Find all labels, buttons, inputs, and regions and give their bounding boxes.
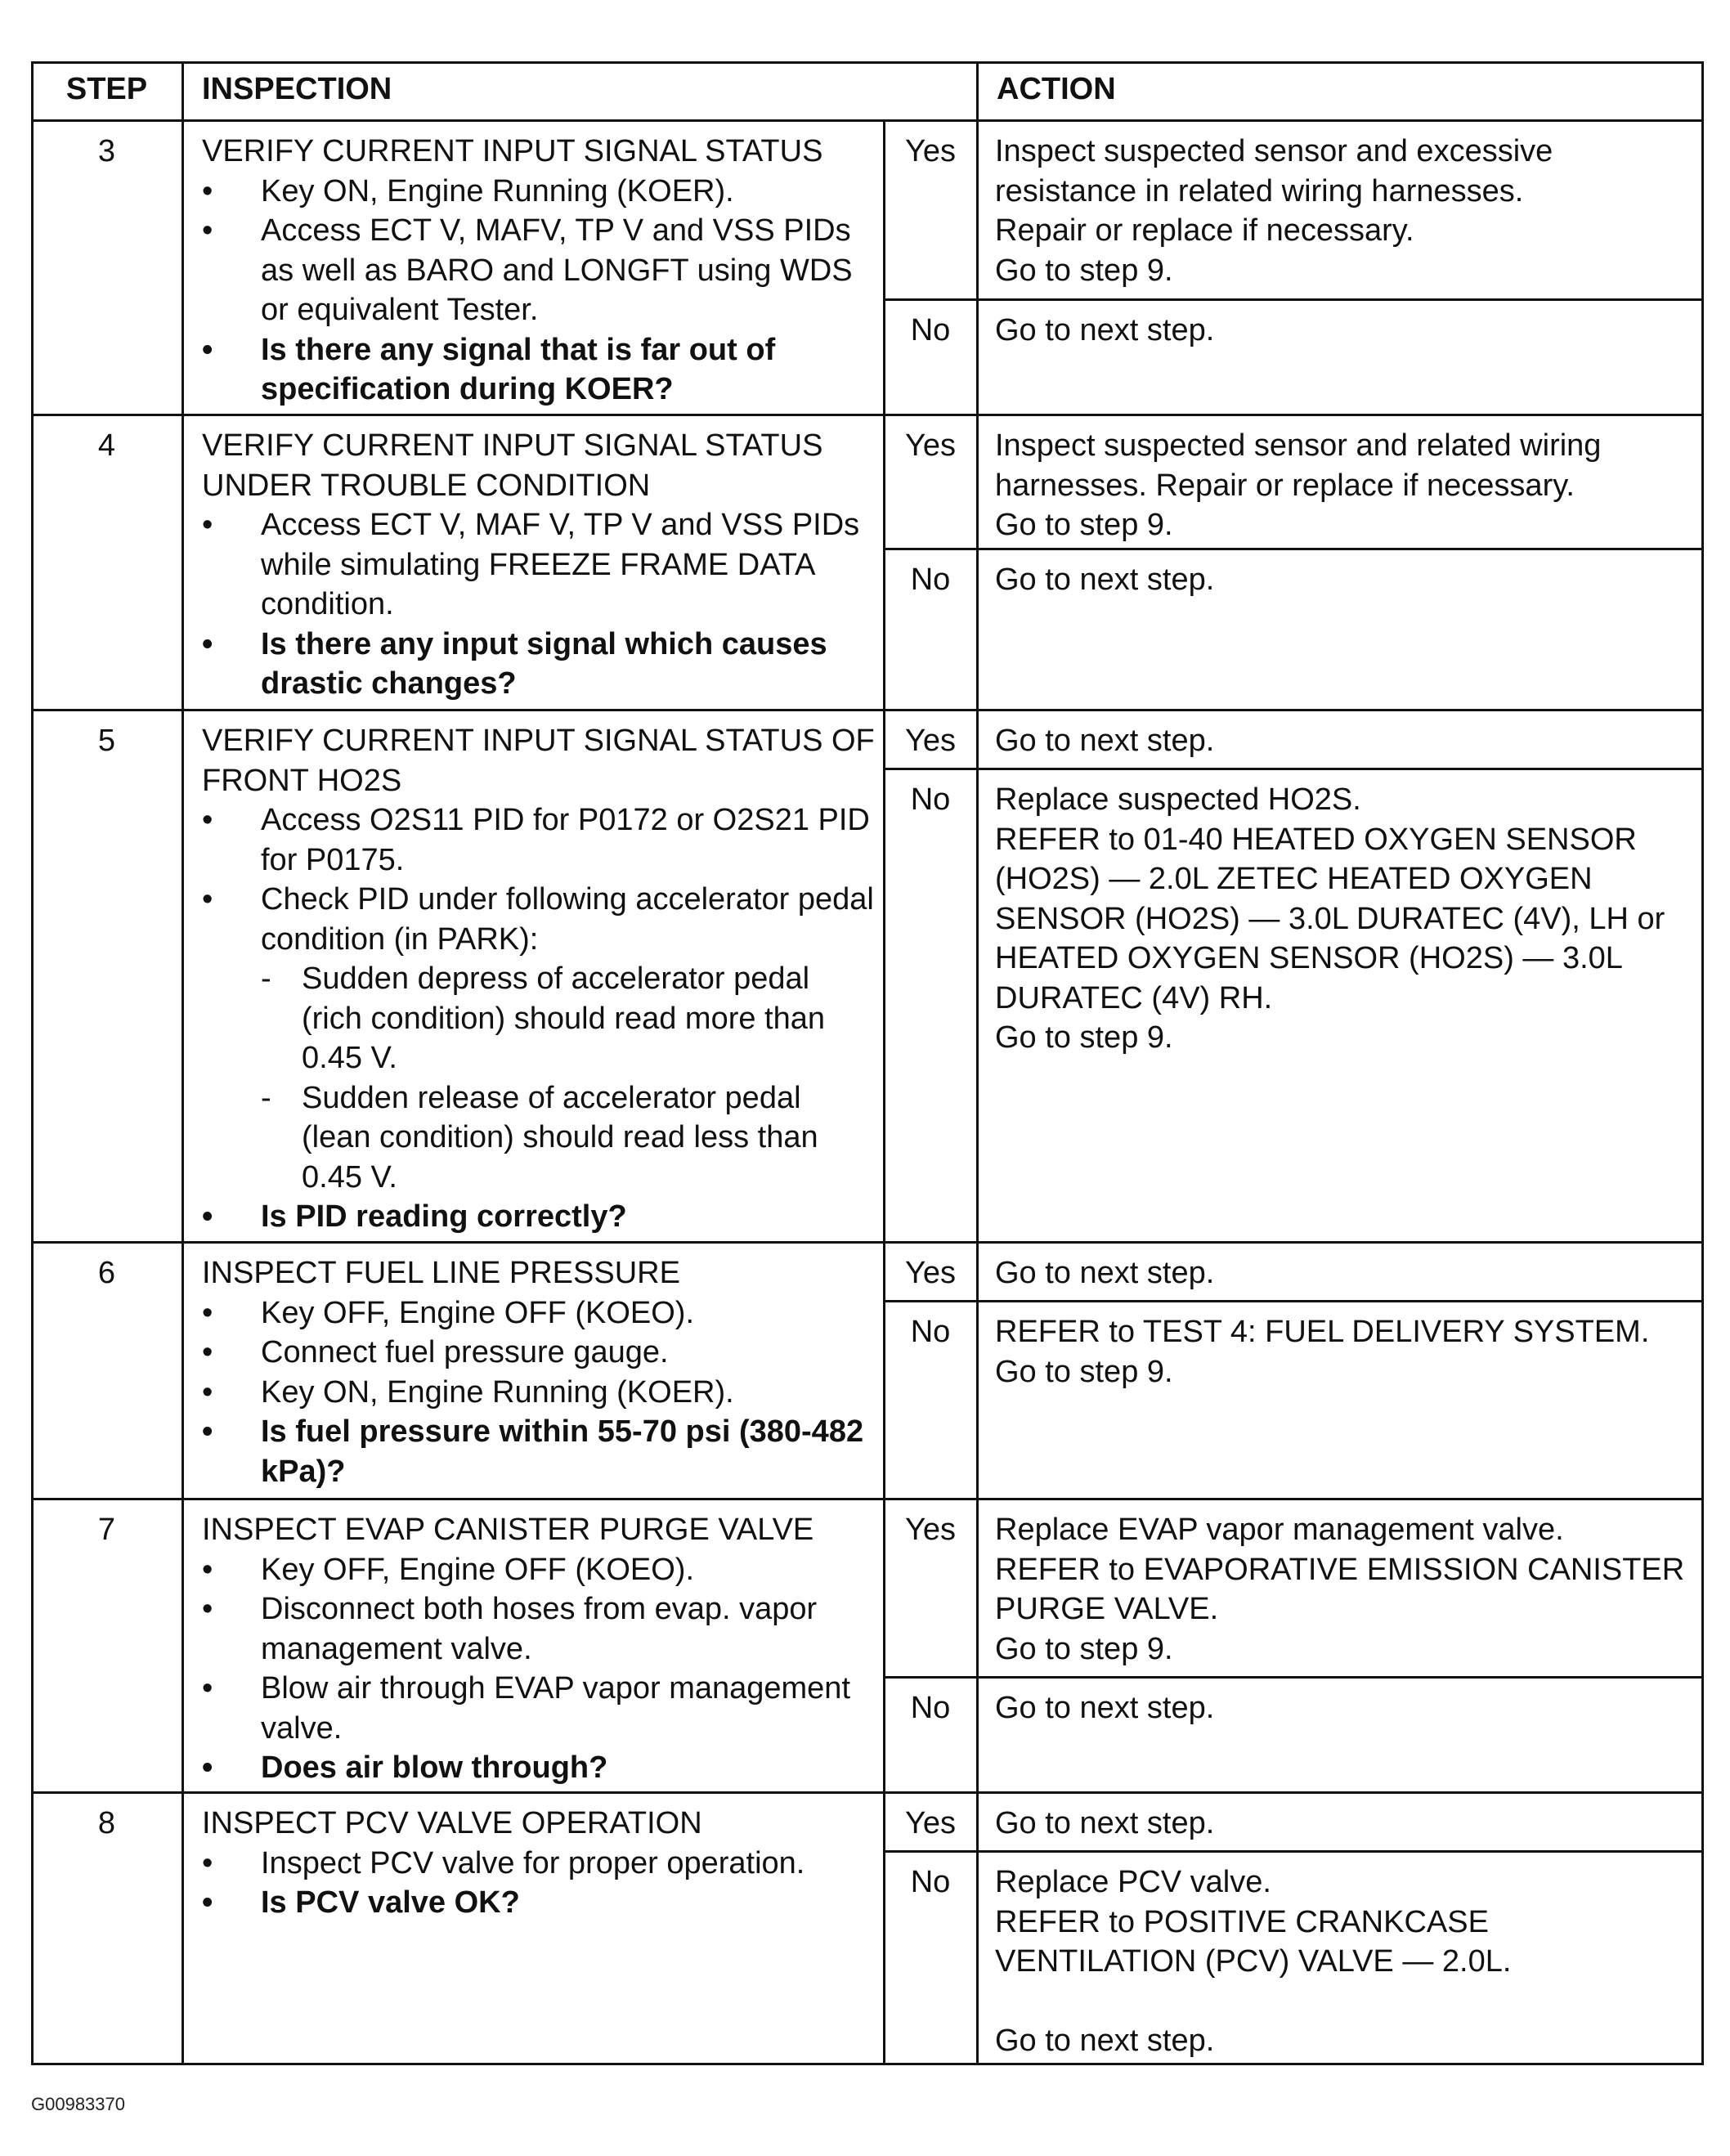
action-line: Go to next step. (995, 1691, 1215, 1725)
inspection-step: • Access ECT V, MAFV, TP V and VSS PIDs as well as BARO and LONGFT using WDS or equivalent Tester. (202, 211, 876, 330)
inspection-steps (202, 172, 876, 410)
inspection-cell (202, 426, 876, 704)
yes-action (995, 1510, 1689, 1669)
inspection-steps (202, 1844, 876, 1923)
inspection-title: INSPECT PCV VALVE OPERATION (202, 1806, 702, 1840)
step-number: 3 (97, 134, 116, 168)
yes-label: Yes (905, 1806, 956, 1840)
yes-no-divider (884, 1850, 1704, 1853)
inspection-step: • Connect fuel pressure gauge. (202, 1333, 876, 1373)
no-action (995, 1688, 1689, 1728)
no-label: No (910, 1315, 951, 1349)
inspection-substep: - Sudden release of accelerator pedal (lean condition) should read less than 0.45 V. (261, 1078, 876, 1198)
action-line: Go to next step. (995, 563, 1215, 597)
header-action: ACTION (997, 72, 1116, 106)
row-divider (31, 709, 1704, 711)
action-line: REFER to EVAPORATIVE EMISSION CANISTER PURGE VALVE. (995, 1552, 1685, 1626)
inspection-title: INSPECT EVAP CANISTER PURGE VALVE (202, 1513, 814, 1547)
no-action (995, 311, 1689, 351)
diagnostic-table (31, 61, 1704, 2064)
inspection-title: VERIFY CURRENT INPUT SIGNAL STATUS OF FRONT HO2S (202, 724, 875, 798)
inspection-cell (202, 721, 876, 1237)
inspection-question: • Is PCV valve OK? (202, 1883, 876, 1923)
yes-label: Yes (905, 1256, 956, 1290)
yes-no-divider (884, 298, 1704, 301)
action-line: Replace PCV valve. (995, 1865, 1271, 1899)
inspection-question: • Is there any signal that is far out of specification during KOER? (202, 330, 876, 410)
inspection-question: • Is there any input signal which causes drastic changes? (202, 625, 876, 704)
table-left-border (31, 61, 34, 2064)
inspection-title: VERIFY CURRENT INPUT SIGNAL STATUS UNDER TROUBLE CONDITION (202, 428, 823, 503)
figure-id: G00983370 (31, 2094, 125, 2114)
row-divider (31, 1791, 1704, 1794)
no-action (995, 780, 1689, 1058)
no-action (995, 1312, 1689, 1392)
row-divider (31, 1241, 1704, 1244)
action-line: Inspect suspected sensor and excessive resistance in related wiring harnesses. (995, 134, 1553, 208)
action-line: Go to next step. (995, 1256, 1215, 1290)
action-line: Repair or replace if necessary. (995, 213, 1414, 248)
step-number: 6 (97, 1256, 116, 1290)
inspection-title: VERIFY CURRENT INPUT SIGNAL STATUS (202, 134, 823, 168)
column-divider-action (976, 61, 979, 2064)
yes-no-divider (884, 1300, 1704, 1302)
inspection-step: • Key ON, Engine Running (KOER). (202, 172, 876, 212)
action-line: Go to step 9. (995, 1354, 1173, 1389)
action-line: Go to next step. (995, 1806, 1215, 1840)
no-label: No (910, 782, 951, 817)
action-line: Inspect suspected sensor and related wiring harnesses. Repair or replace if necessary. (995, 428, 1602, 503)
action-line: Go to step 9. (995, 253, 1173, 288)
yes-action (995, 132, 1689, 290)
action-line: Go to step 9. (995, 508, 1173, 542)
row-divider (31, 414, 1704, 416)
yes-action (995, 426, 1689, 545)
yes-label: Yes (905, 134, 956, 168)
inspection-cell (202, 1510, 876, 1788)
yes-no-divider (884, 768, 1704, 770)
column-divider-yesno (883, 120, 885, 2064)
header-inspection: INSPECTION (202, 72, 392, 106)
action-line: Go to next step. (995, 2024, 1215, 2058)
yes-action (995, 721, 1689, 761)
action-line: Go to next step. (995, 724, 1215, 758)
inspection-question: • Does air blow through? (202, 1748, 876, 1788)
inspection-step: • Disconnect both hoses from evap. vapor management valve. (202, 1589, 876, 1669)
column-divider-step (182, 61, 184, 2064)
no-label: No (910, 563, 951, 597)
action-line: Replace EVAP vapor management valve. (995, 1513, 1564, 1547)
inspection-steps (202, 800, 876, 1237)
inspection-step: • Key OFF, Engine OFF (KOEO). (202, 1550, 876, 1590)
action-line: REFER to TEST 4: FUEL DELIVERY SYSTEM. (995, 1315, 1650, 1349)
inspection-steps (202, 1293, 876, 1492)
step-number: 4 (97, 428, 116, 463)
yes-no-divider (884, 1676, 1704, 1679)
inspection-step: • Access O2S11 PID for P0172 or O2S21 PID for P0175. (202, 800, 876, 880)
yes-label: Yes (905, 724, 956, 758)
inspection-step: • Key ON, Engine Running (KOER). (202, 1373, 876, 1413)
inspection-question: • Is fuel pressure within 55-70 psi (380-482 kPa)? (202, 1412, 876, 1491)
yes-action (995, 1804, 1689, 1844)
inspection-title: INSPECT FUEL LINE PRESSURE (202, 1256, 680, 1290)
inspection-step: • Key OFF, Engine OFF (KOEO). (202, 1293, 876, 1333)
yes-action (995, 1253, 1689, 1293)
inspection-question: • Is PID reading correctly? (202, 1197, 876, 1237)
header-divider (31, 119, 1704, 122)
inspection-cell (202, 1804, 876, 1923)
header-step: STEP (65, 72, 148, 106)
table-top-border (31, 61, 1704, 64)
step-number: 7 (97, 1513, 116, 1547)
action-line: REFER to POSITIVE CRANKCASE VENTILATION (PCV) VALVE — 2.0L. (995, 1904, 1512, 1979)
action-line: Replace suspected HO2S. (995, 782, 1361, 817)
no-action (995, 560, 1689, 600)
inspection-step: • Check PID under following accelerator pedal condition (in PARK): - Sudden depress of accelerator pedal (rich condition) should read more than 0.45 V. - Sudden release of accelerator pedal (lean condition) should read less than 0.45 V. (202, 880, 876, 1197)
inspection-substep: - Sudden depress of accelerator pedal (rich condition) should read more than 0.45 V. (261, 959, 876, 1078)
inspection-cell (202, 132, 876, 410)
action-line (995, 1982, 1689, 2022)
inspection-substeps (261, 959, 876, 1197)
step-number: 5 (97, 724, 116, 758)
yes-no-divider (884, 548, 1704, 550)
inspection-step: • Blow air through EVAP vapor management valve. (202, 1669, 876, 1748)
table-right-border (1701, 61, 1704, 2064)
yes-label: Yes (905, 428, 956, 463)
row-divider (31, 2063, 1704, 2065)
inspection-steps (202, 505, 876, 704)
no-label: No (910, 1691, 951, 1725)
action-line: Go to next step. (995, 313, 1215, 347)
inspection-step: • Inspect PCV valve for proper operation. (202, 1844, 876, 1884)
inspection-steps (202, 1550, 876, 1788)
no-label: No (910, 1865, 951, 1899)
inspection-cell (202, 1253, 876, 1491)
row-divider (31, 1498, 1704, 1500)
no-label: No (910, 313, 951, 347)
action-line: Go to step 9. (995, 1020, 1173, 1055)
no-action (995, 1862, 1689, 2061)
inspection-step: • Access ECT V, MAF V, TP V and VSS PIDs while simulating FREEZE FRAME DATA condition. (202, 505, 876, 625)
action-line: REFER to 01-40 HEATED OXYGEN SENSOR (HO2S) — 2.0L ZETEC HEATED OXYGEN SENSOR (HO2S) — 3.0L DURATEC (4V), LH or HEATED OXYGEN SENSOR (HO2S) — 3.0L DURATEC (4V) RH. (995, 822, 1665, 1015)
action-line: Go to step 9. (995, 1631, 1173, 1666)
yes-label: Yes (905, 1513, 956, 1547)
step-number: 8 (97, 1806, 116, 1840)
